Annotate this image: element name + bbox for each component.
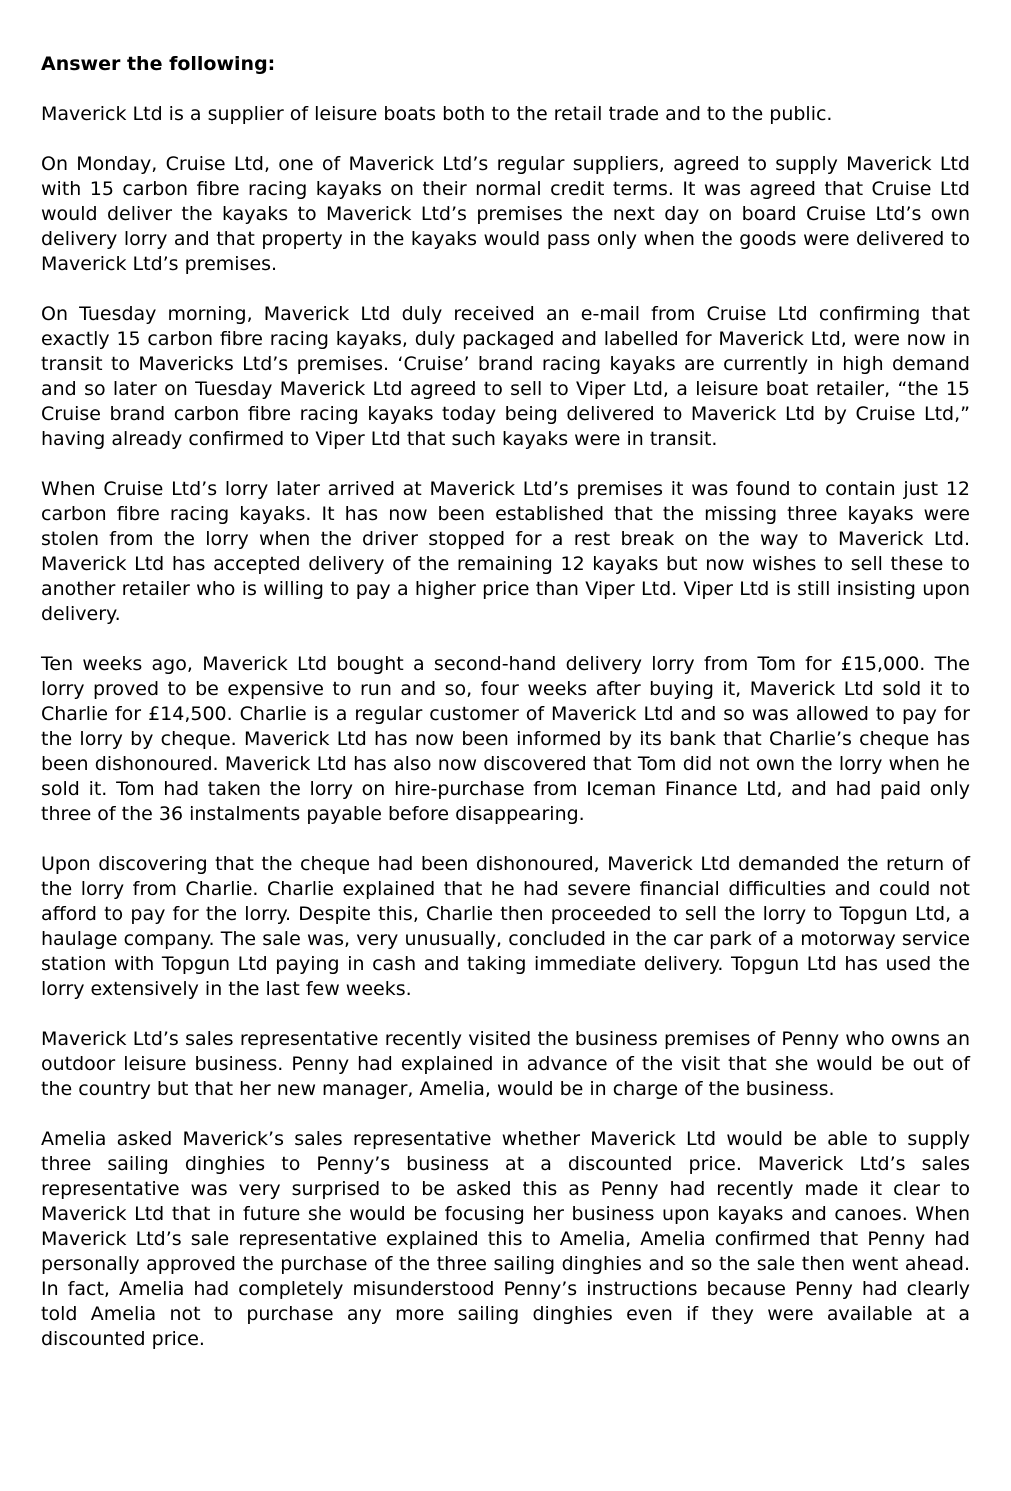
paragraph-monday: On Monday, Cruise Ltd, one of Maverick Ltd’s regular suppliers, agreed to supply Maverick Ltd with 15 carbon fibre racing kayaks on their normal credit terms. It was agreed that Cruise Ltd would deliver the kayaks to Maverick Ltd’s premises the next day on board Cruise Ltd’s own delivery lorry and that property in the kayaks would pass only when the goods were delivered to Maverick Ltd’s premises. [41, 153, 970, 275]
document-heading: Answer the following: [41, 53, 276, 75]
paragraph-amelia: Amelia asked Maverick’s sales representative whether Maverick Ltd would be able to supply three sailing dinghies to Penny’s business at a discounted price. Maverick Ltd’s sales representative was very surprised to be asked this as Penny had recently made it clear to Maverick Ltd that in future she would be focusing her business upon kayaks and canoes. When Maverick Ltd’s sale representative explained this to Amelia, Amelia confirmed that Penny had personally approved the purchase of the three sailing dinghies and so the sale then went ahead. In fact, Amelia had completely misunderstood Penny’s instructions because Penny had clearly told Amelia not to purchase any more sailing dinghies even if they were available at a discounted price. [41, 1128, 970, 1350]
paragraph-tuesday: On Tuesday morning, Maverick Ltd duly received an e-mail from Cruise Ltd confirming that exactly 15 carbon fibre racing kayaks, duly packaged and labelled for Maverick Ltd, were now in transit to Mavericks Ltd’s premises. ‘Cruise’ brand racing kayaks are currently in high demand and so later on Tuesday Maverick Ltd agreed to sell to Viper Ltd, a leisure boat retailer, “the 15 Cruise brand carbon fibre racing kayaks today being delivered to Maverick Ltd by Cruise Ltd,” having already confirmed to Viper Ltd that such kayaks were in transit. [41, 303, 970, 450]
paragraph-sales-visit: Maverick Ltd’s sales representative recently visited the business premises of Penny who owns an outdoor leisure business. Penny had explained in advance of the visit that she would be out of the country but that her new manager, Amelia, would be in charge of the business. [41, 1028, 970, 1100]
paragraph-cheque: Upon discovering that the cheque had been dishonoured, Maverick Ltd demanded the return of the lorry from Charlie. Charlie explained that he had severe financial difficulties and could not afford to pay for the lorry. Despite this, Charlie then proceeded to sell the lorry to Topgun Ltd, a haulage company. The sale was, very unusually, concluded in the car park of a motorway service station with Topgun Ltd paying in cash and taking immediate delivery. Topgun Ltd has used the lorry extensively in the last few weeks. [41, 853, 970, 1000]
paragraph-intro: Maverick Ltd is a supplier of leisure boats both to the retail trade and to the public. [41, 103, 833, 125]
document-page [41, 52, 970, 1377]
paragraph-lorry-purchase: Ten weeks ago, Maverick Ltd bought a second-hand delivery lorry from Tom for £15,000. The lorry proved to be expensive to run and so, four weeks after buying it, Maverick Ltd sold it to Charlie for £14,500. Charlie is a regular customer of Maverick Ltd and so was allowed to pay for the lorry by cheque. Maverick Ltd has now been informed by its bank that Charlie’s cheque has been dishonoured. Maverick Ltd has also now discovered that Tom did not own the lorry when he sold it. Tom had taken the lorry on hire-purchase from Iceman Finance Ltd, and had paid only three of the 36 instalments payable before disappearing. [41, 653, 970, 825]
paragraph-delivery: When Cruise Ltd’s lorry later arrived at Maverick Ltd’s premises it was found to contain just 12 carbon fibre racing kayaks. It has now been established that the missing three kayaks were stolen from the lorry when the driver stopped for a rest break on the way to Maverick Ltd. Maverick Ltd has accepted delivery of the remaining 12 kayaks but now wishes to sell these to another retailer who is willing to pay a higher price than Viper Ltd. Viper Ltd is still insisting upon delivery. [41, 478, 970, 625]
